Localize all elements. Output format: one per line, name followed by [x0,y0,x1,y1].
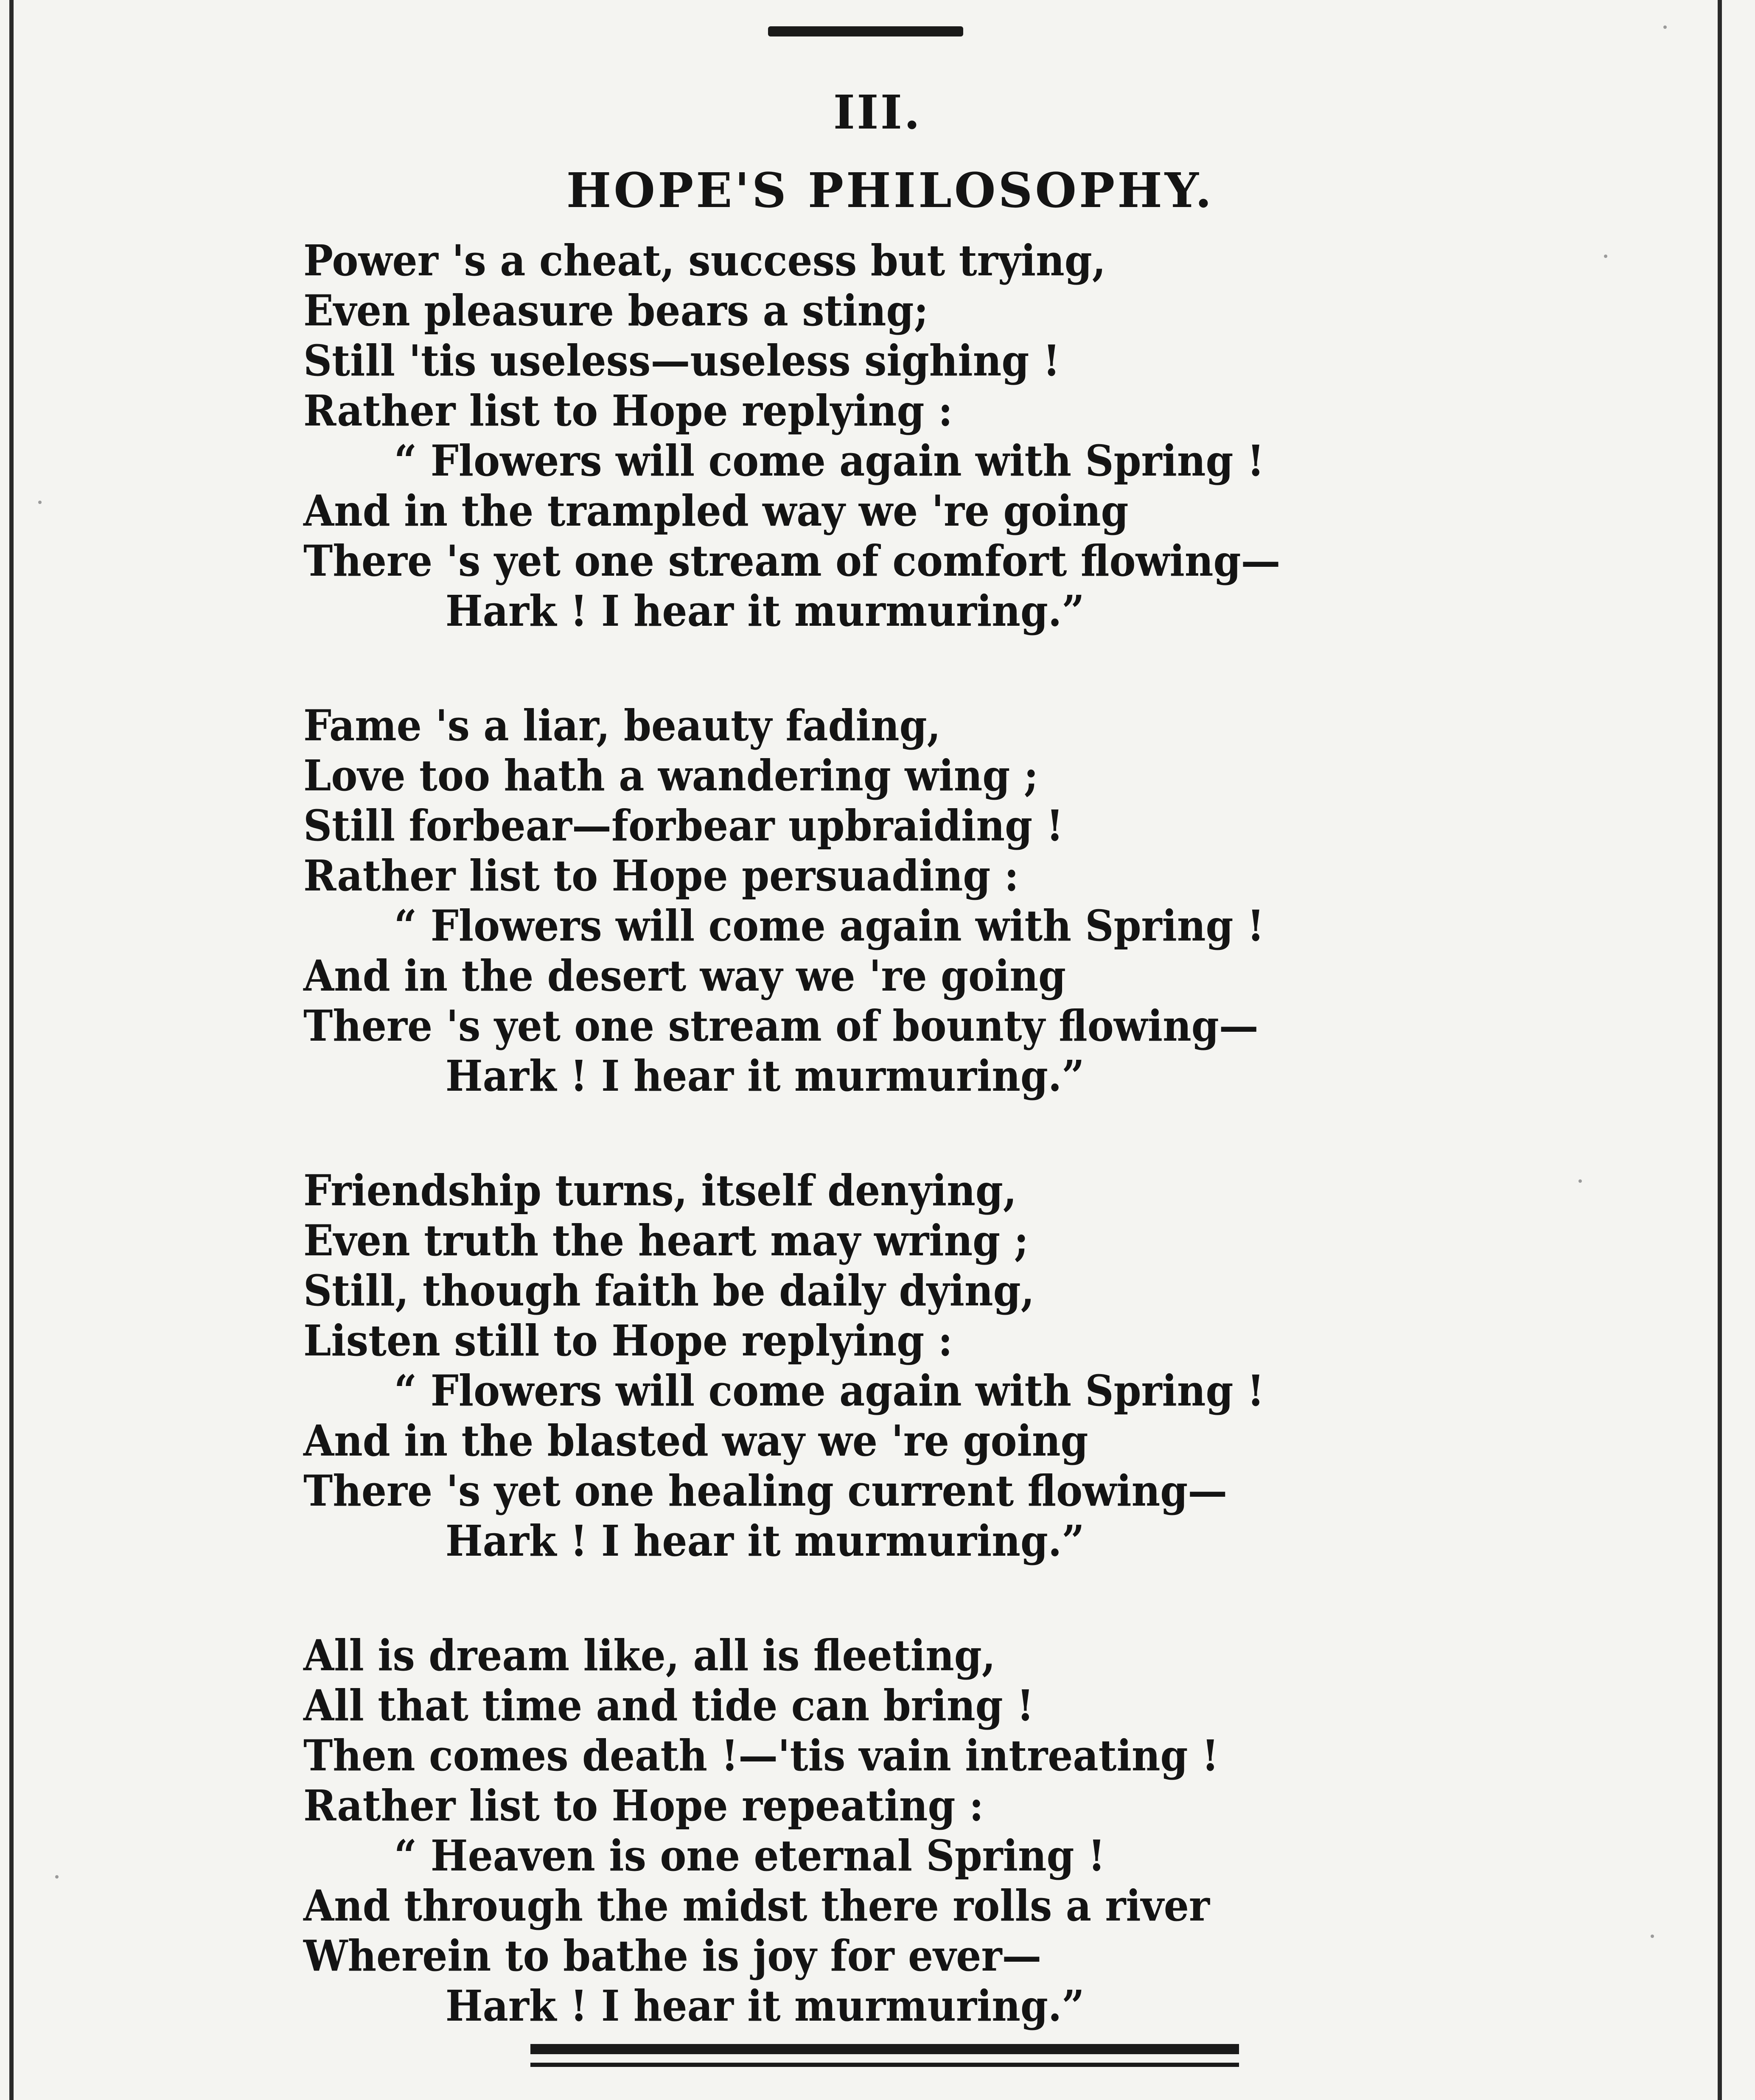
poem-title: HOPE'S PHILOSOPHY. [566,163,1214,218]
poem-body [303,235,1661,2095]
paper-speck [38,501,42,504]
poem-line: “ Flowers will come again with Spring ! [394,436,1264,486]
poem-line: Still forbear—forbear upbraiding ! [303,801,1064,851]
stanza-1 [303,235,1661,636]
poem-line: Rather list to Hope replying : [303,386,953,436]
poem-line: Rather list to Hope persuading : [303,851,1019,901]
poem-line: Listen still to Hope replying : [303,1316,953,1366]
poem-line: There 's yet one healing current flowing— [303,1466,1228,1516]
poem-line: All that time and tide can bring ! [303,1680,1034,1730]
poem-line: Fame 's a liar, beauty fading, [303,700,941,750]
stanza-3 [303,1165,1661,1566]
poem-line: And through the midst there rolls a river [303,1881,1210,1931]
top-divider-rule [768,26,963,36]
poem-line: Still 'tis useless—useless sighing ! [303,336,1060,386]
poem-line: Hark ! I hear it murmuring.” [445,1981,1085,2031]
poem-line: Still, though faith be daily dying, [303,1266,1034,1316]
paper-speck [1651,1935,1654,1938]
poem-line: And in the desert way we 're going [303,951,1066,1001]
bottom-divider-rule-thin [530,2063,1239,2067]
poem-line: Even truth the heart may wring ; [303,1215,1029,1266]
poem-line: There 's yet one stream of bounty flowing— [303,1001,1259,1051]
poem-line: Then comes death !—'tis vain intreating ! [303,1730,1219,1781]
section-numeral: III. [833,85,922,140]
paper-speck [55,1875,59,1879]
poem-line: Hark ! I hear it murmuring.” [445,1516,1085,1566]
column-rule-right [1718,0,1722,2100]
poem-line: Rather list to Hope repeating : [303,1781,984,1831]
stanza-4 [303,1630,1661,2031]
poem-line: Friendship turns, itself denying, [303,1165,1017,1215]
poem-line: Wherein to bathe is joy for ever— [303,1931,1042,1981]
poem-line: All is dream like, all is fleeting, [303,1630,996,1680]
poem-line: There 's yet one stream of comfort flowing— [303,536,1281,586]
poem-line: “ Flowers will come again with Spring ! [394,901,1264,951]
poem-line: Hark ! I hear it murmuring.” [445,1051,1085,1101]
bottom-divider-rule-thick [530,2044,1239,2054]
paper-speck [1663,25,1667,29]
poem-line: And in the trampled way we 're going [303,486,1129,536]
poem-line: Love too hath a wandering wing ; [303,750,1039,801]
paper-speck [1604,255,1607,258]
poem-line: “ Heaven is one eternal Spring ! [394,1831,1105,1881]
poem-line: Even pleasure bears a sting; [303,286,928,336]
stanza-2 [303,700,1661,1101]
poem-line: And in the blasted way we 're going [303,1416,1088,1466]
paper-speck [1578,1179,1582,1183]
poem-line: Power 's a cheat, success but trying, [303,235,1106,286]
poem-line: “ Flowers will come again with Spring ! [394,1366,1264,1416]
column-rule-left [9,0,14,2100]
poem-line: Hark ! I hear it murmuring.” [445,586,1085,636]
